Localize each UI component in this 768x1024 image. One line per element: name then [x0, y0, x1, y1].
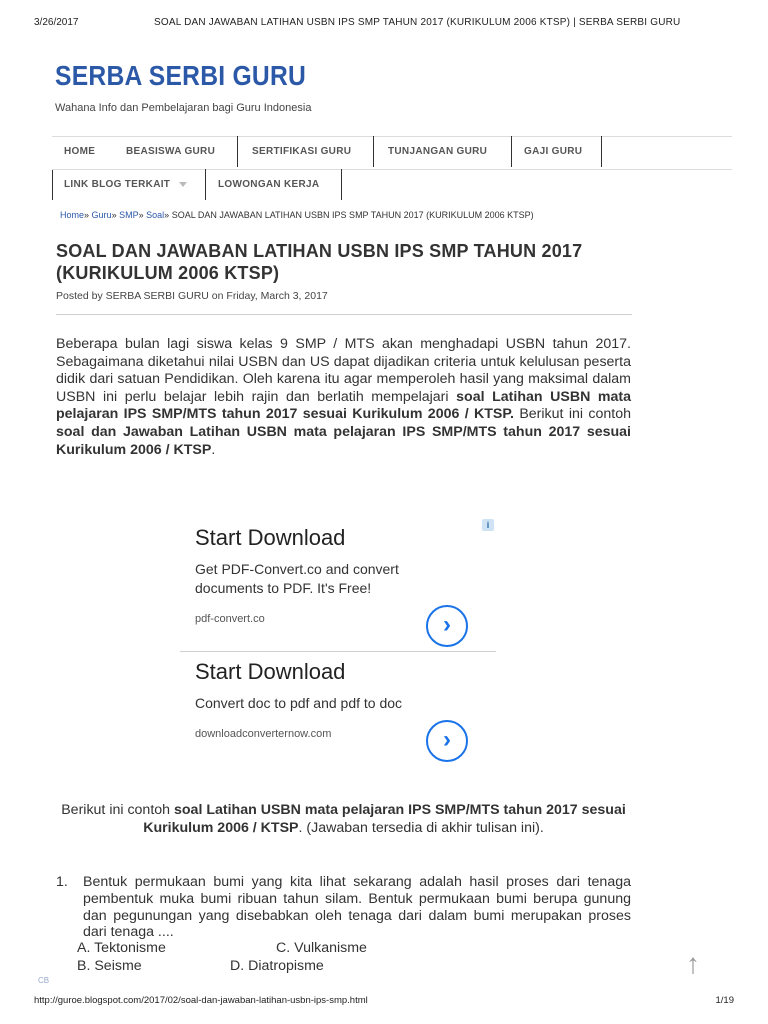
intro-text: Berikut ini contoh: [513, 406, 631, 423]
breadcrumb-smp[interactable]: SMP: [119, 210, 139, 220]
nav-separator: [601, 136, 602, 167]
option-a: A. Tektonisme: [77, 940, 166, 956]
print-footer: [34, 995, 734, 1009]
nav-item-label: BEASISWA GURU: [126, 146, 216, 157]
intro-text: .: [211, 441, 216, 458]
divider: [56, 314, 632, 315]
page-number: 1/19: [715, 995, 734, 1006]
nav-item-label: SERTIFIKASI GURU: [252, 146, 352, 157]
ad-arrow-button[interactable]: ›: [426, 605, 468, 647]
ad-description: Get PDF-Convert.co and convert documents to PDF. It's Free!: [195, 561, 399, 596]
example-intro-paragraph: [56, 802, 631, 837]
intro-bold-text: soal Latihan USBN mata pelajaran IPS SMP/MTS tahun 2017 sesuai Kurikulum 2006 / KTSP.: [56, 388, 632, 423]
main-nav: [52, 136, 732, 202]
ad-url[interactable]: downloadconverternow.com: [195, 728, 332, 740]
nav-item-label: LINK BLOG TERKAIT: [64, 179, 171, 190]
nav-item-label: LOWONGAN KERJA: [218, 179, 320, 190]
site-title[interactable]: SERBA SERBI GURU: [55, 60, 307, 91]
divider: [180, 651, 496, 652]
nav-item-sertifikasi-guru[interactable]: [238, 136, 374, 167]
nav-item-link-blog-terkait[interactable]: [52, 169, 206, 200]
ad-description: Convert doc to pdf and pdf to doc: [195, 695, 403, 711]
post-title: SOAL DAN JAWABAN LATIHAN USBN IPS SMP TAHUN 2017 (KURIKULUM 2006 KTSP): [56, 241, 583, 283]
print-title: SOAL DAN JAWABAN LATIHAN USBN IPS SMP TAHUN 2017 (KURIKULUM 2006 KTSP) | SERBA SERBI GURU: [154, 17, 681, 28]
breadcrumb-separator: »: [111, 210, 117, 220]
ad-title[interactable]: Start Download: [195, 659, 346, 684]
ad-block: [180, 517, 496, 775]
breadcrumb-current: SOAL DAN JAWABAN LATIHAN USBN IPS SMP TAHUN 2017 (KURIKULUM 2006 KTSP): [171, 210, 534, 220]
scroll-top-icon[interactable]: ↑: [686, 948, 700, 979]
ad-info-icon[interactable]: i: [482, 519, 494, 531]
nav-item-label: GAJI GURU: [524, 146, 583, 157]
intro-paragraph: [56, 336, 631, 459]
print-header: [34, 17, 734, 31]
print-date: 3/26/2017: [34, 17, 79, 28]
breadcrumb: [60, 210, 534, 220]
nav-item-label: TUNJANGAN GURU: [388, 146, 488, 157]
nav-item-home[interactable]: [64, 136, 112, 167]
post-meta: Posted by SERBA SERBI GURU on Friday, March 3, 2017: [56, 290, 328, 302]
breadcrumb-separator: »: [138, 210, 144, 220]
site-tagline: Wahana Info dan Pembelajaran bagi Guru Indonesia: [55, 102, 312, 114]
intro-bold-text: soal dan Jawaban Latihan USBN mata pelajaran IPS SMP/MTS tahun 2017 sesuai Kurikulum 2006 / KTSP: [56, 423, 631, 458]
question-text: Bentuk permukaan bumi yang kita lihat sekarang adalah hasil proses dari tenaga pembentuk muka bumi ribuan tahun silam. Bentuk permukaan bumi berupa gunung dan pegunungan yang disebabkan oleh tenaga dari dalam bumi merupakan proses dari tenaga ....: [83, 874, 631, 941]
option-b: B. Seisme: [77, 958, 142, 974]
ad-url[interactable]: pdf-convert.co: [195, 613, 265, 625]
para-text: . (Jawaban tersedia di akhir tulisan ini).: [298, 819, 544, 836]
chevron-down-icon: [179, 182, 187, 187]
print-url: http://guroe.blogspot.com/2017/02/soal-dan-jawaban-latihan-usbn-ips-smp.html: [34, 995, 368, 1006]
breadcrumb-guru[interactable]: Guru: [91, 210, 112, 220]
breadcrumb-soal[interactable]: Soal: [146, 210, 165, 220]
nav-item-beasiswa-guru[interactable]: [112, 136, 238, 167]
option-d: D. Diatropisme: [230, 958, 324, 974]
breadcrumb-separator: »: [84, 210, 90, 220]
ad-title[interactable]: Start Download: [195, 525, 346, 550]
option-c: C. Vulkanisme: [276, 940, 367, 956]
nav-item-lowongan-kerja[interactable]: [206, 169, 342, 200]
nav-item-gaji-guru[interactable]: [512, 136, 602, 167]
breadcrumb-separator: »: [164, 210, 170, 220]
nav-item-label: HOME: [64, 146, 96, 157]
para-bold-text: soal Latihan USBN mata pelajaran IPS SMP/MTS tahun 2017 sesuai Kurikulum 2006 / KTSP: [143, 802, 626, 836]
intro-text: Beberapa bulan lagi siswa kelas 9 SMP / MTS akan menghadapi USBN tahun 2017. Sebagaimana diketahui nilai USBN dan US dapat dijadikan criteria untuk kelulusan peserta didik dari satuan Pendidikan. Oleh karena itu agar memperoleh hasil yang maksimal dalam USBN ini perlu belajar lebih rajin dan berlatih mempelajari: [56, 336, 631, 405]
nav-separator: [341, 169, 342, 200]
nav-item-tunjangan-guru[interactable]: [374, 136, 512, 167]
breadcrumb-home[interactable]: Home: [60, 210, 85, 220]
ad-arrow-button[interactable]: ›: [426, 720, 468, 762]
cb-mark: CB: [38, 976, 50, 985]
para-text: Berikut ini contoh: [61, 802, 174, 818]
question-number: 1.: [56, 874, 68, 890]
